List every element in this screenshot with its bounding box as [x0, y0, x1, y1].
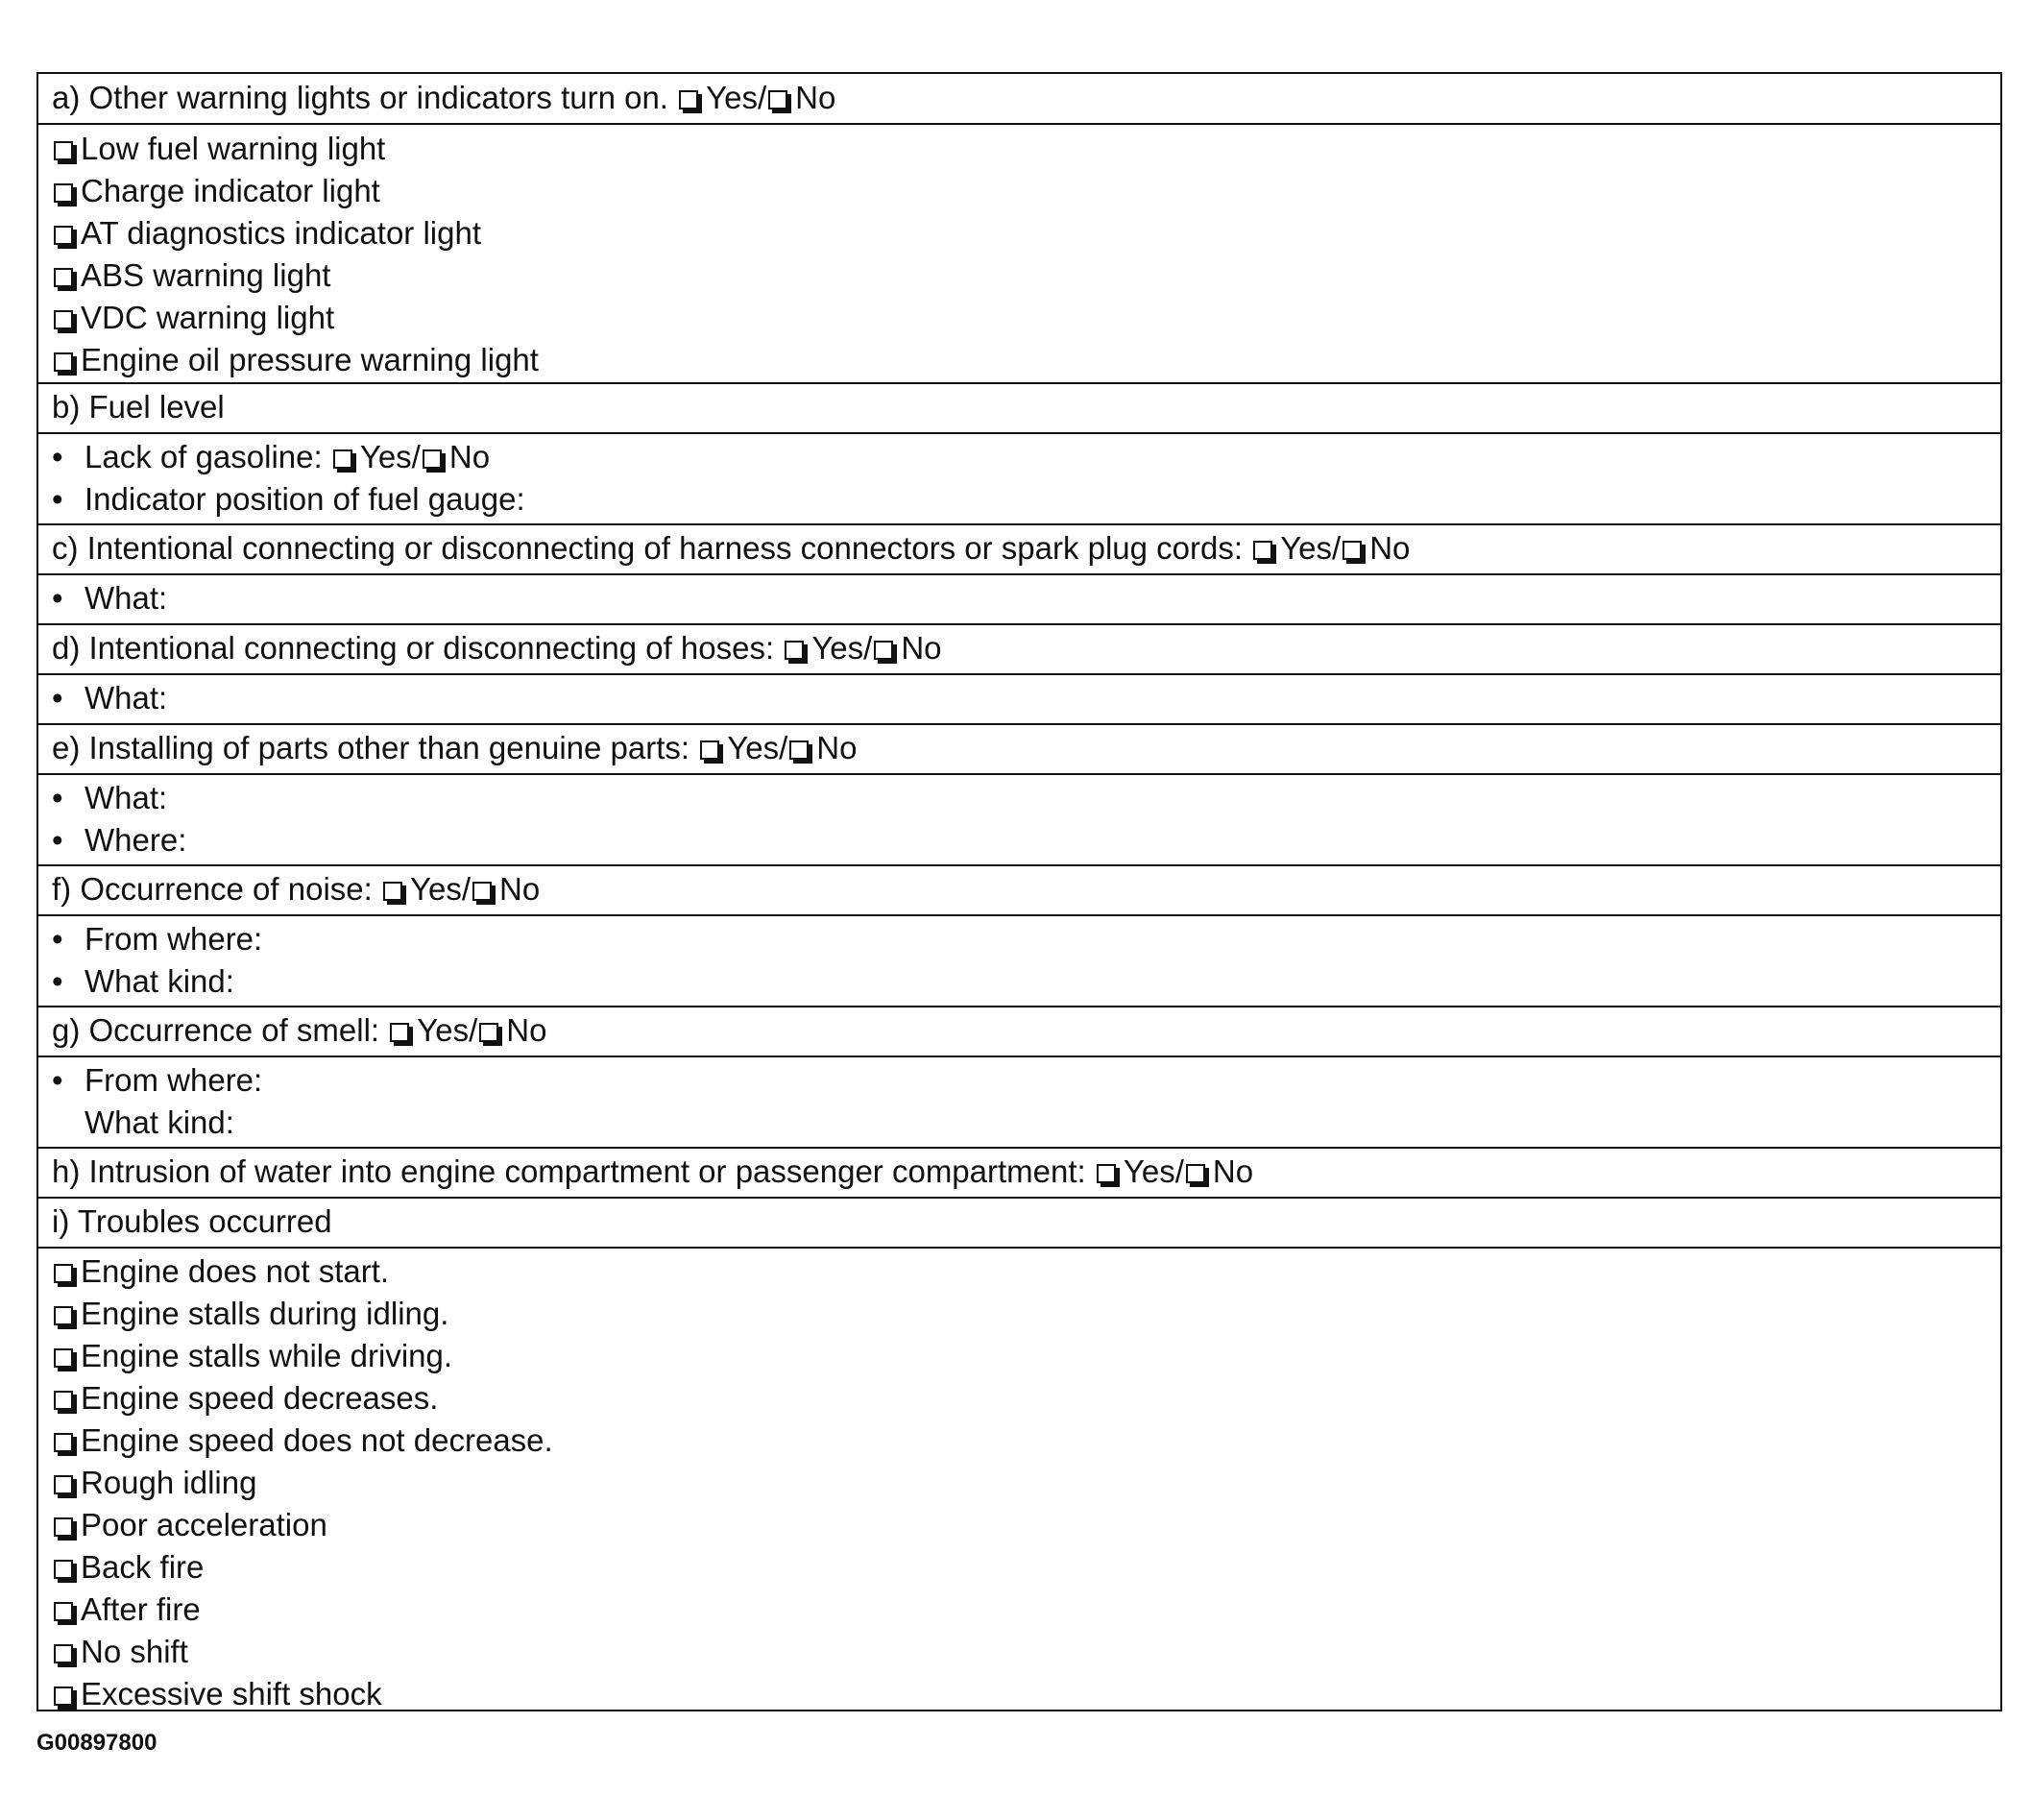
checkbox[interactable]	[54, 226, 73, 245]
bullet: •	[52, 680, 63, 716]
list-item	[52, 577, 167, 619]
section-c-title: c) Intentional connecting or disconnecting of harness connectors or spark plug cords:	[52, 530, 1244, 566]
section-h-question	[52, 1151, 1253, 1193]
list-item	[52, 339, 539, 381]
list-item	[52, 212, 481, 255]
no-label: No	[1212, 1153, 1254, 1189]
checkbox[interactable]	[54, 1264, 73, 1283]
list-item	[52, 1420, 553, 1462]
section-f-question	[52, 868, 540, 910]
yes-label: Yes/	[1123, 1153, 1184, 1189]
bullet: •	[52, 1062, 63, 1098]
section-a-question	[52, 77, 835, 119]
list-item	[52, 1250, 389, 1293]
list-item	[52, 255, 330, 297]
item-label: Poor acceleration	[81, 1507, 327, 1542]
item-label: ABS warning light	[81, 257, 331, 293]
section-g-title: g) Occurrence of smell:	[52, 1012, 380, 1048]
item-label: Engine does not start.	[81, 1253, 390, 1289]
item-label: Engine stalls while driving.	[81, 1338, 453, 1373]
no-label: No	[448, 439, 491, 474]
item-label: No shift	[81, 1634, 188, 1669]
yes-label: Yes/	[811, 630, 873, 666]
list-item	[52, 1059, 262, 1102]
item-label: Back fire	[81, 1549, 205, 1585]
section-d-title: d) Intentional connecting or disconnecting of hoses:	[52, 630, 775, 666]
no-label: No	[1369, 530, 1411, 566]
item-label: Engine oil pressure warning light	[81, 342, 539, 377]
checkbox[interactable]	[54, 1348, 73, 1368]
bullet: •	[52, 481, 63, 517]
bullet: •	[52, 439, 63, 474]
no-checkbox[interactable]	[479, 1023, 498, 1042]
yes-checkbox[interactable]	[383, 882, 402, 901]
figure-id: G00897800	[36, 1730, 157, 1756]
list-item	[52, 960, 234, 1003]
no-checkbox[interactable]	[423, 449, 442, 469]
no-label: No	[816, 730, 858, 765]
list-item	[52, 1462, 256, 1504]
list-item	[52, 1335, 452, 1377]
yes-label: Yes/	[417, 1012, 478, 1048]
section-f-details	[38, 914, 2000, 1006]
bullet: •	[52, 780, 63, 815]
list-item	[52, 1631, 188, 1673]
from-where-label: From where:	[85, 1062, 263, 1098]
section-g-header	[38, 1006, 2000, 1056]
bullet: •	[52, 963, 63, 999]
checkbox[interactable]	[54, 1602, 73, 1621]
section-h-header	[38, 1147, 2000, 1197]
list-item	[52, 297, 334, 339]
no-checkbox[interactable]	[768, 90, 787, 109]
section-e-title: e) Installing of parts other than genuine parts:	[52, 730, 690, 765]
section-g-question	[52, 1009, 546, 1052]
yes-label: Yes/	[409, 871, 471, 907]
list-item	[52, 1504, 327, 1546]
yes-label: Yes/	[1280, 530, 1342, 566]
where-label: Where:	[85, 822, 187, 858]
section-e-question	[52, 727, 857, 769]
list-item	[52, 1673, 382, 1715]
no-label: No	[795, 80, 836, 115]
section-b-header	[38, 382, 2000, 432]
item-label: VDC warning light	[81, 300, 335, 335]
no-label: No	[506, 1012, 547, 1048]
list-item	[52, 1589, 201, 1631]
yes-checkbox[interactable]	[785, 641, 804, 660]
checkbox[interactable]	[54, 1560, 73, 1579]
yes-label: Yes/	[706, 80, 767, 115]
section-g-details	[38, 1056, 2000, 1147]
section-f-header	[38, 864, 2000, 914]
list-item	[52, 819, 186, 861]
section-c-header	[38, 523, 2000, 573]
section-h-title: h) Intrusion of water into engine compartment or passenger compartment:	[52, 1153, 1086, 1189]
item-label: Rough idling	[81, 1465, 257, 1500]
checkbox[interactable]	[54, 183, 73, 203]
yes-checkbox[interactable]	[390, 1023, 409, 1042]
questionnaire-table	[36, 72, 2002, 1711]
section-i-items	[38, 1247, 2000, 1710]
what-kind-label: What kind:	[85, 963, 234, 999]
section-c-details	[38, 573, 2000, 623]
section-i-title: i) Troubles occurred	[52, 1203, 332, 1239]
list-item	[52, 777, 167, 819]
checkbox[interactable]	[54, 1517, 73, 1537]
item-label: Charge indicator light	[81, 173, 380, 208]
section-i-header	[38, 1197, 2000, 1247]
checkbox[interactable]	[54, 1644, 73, 1663]
section-d-header	[38, 623, 2000, 673]
checkbox[interactable]	[54, 1306, 73, 1325]
yes-checkbox[interactable]	[700, 740, 719, 760]
section-e-details	[38, 773, 2000, 864]
checkbox[interactable]	[54, 310, 73, 329]
checkbox[interactable]	[54, 352, 73, 372]
list-item	[52, 170, 380, 212]
section-a-header	[38, 74, 2000, 123]
section-b-details	[38, 432, 2000, 523]
list-item	[52, 1293, 448, 1335]
item-label: After fire	[81, 1591, 201, 1627]
no-label: No	[901, 630, 942, 666]
list-item	[52, 1377, 438, 1420]
bullet: •	[52, 921, 63, 957]
what-label: What:	[85, 780, 168, 815]
fuel-gauge-label: Indicator position of fuel gauge:	[85, 481, 525, 517]
section-a-items	[38, 123, 2000, 382]
list-item	[52, 1546, 204, 1589]
yes-checkbox[interactable]	[333, 449, 352, 469]
bullet: •	[52, 822, 63, 858]
bullet: •	[52, 580, 63, 616]
list-item	[52, 677, 167, 719]
item-label: Low fuel warning light	[81, 131, 386, 166]
yes-checkbox[interactable]	[1097, 1164, 1116, 1183]
no-checkbox[interactable]	[1343, 541, 1362, 560]
item-label: AT diagnostics indicator light	[81, 215, 481, 251]
no-checkbox[interactable]	[472, 882, 492, 901]
checkbox[interactable]	[54, 1687, 73, 1706]
yes-label: Yes/	[359, 439, 421, 474]
list-item	[52, 918, 262, 960]
section-f-title: f) Occurrence of noise:	[52, 871, 373, 907]
what-label: What:	[85, 680, 168, 716]
no-checkbox[interactable]	[789, 740, 809, 760]
from-where-label: From where:	[85, 921, 263, 957]
what-kind-label: What kind:	[85, 1104, 234, 1140]
no-checkbox[interactable]	[1186, 1164, 1205, 1183]
section-a-title: a) Other warning lights or indicators turn on.	[52, 80, 668, 115]
no-checkbox[interactable]	[874, 641, 893, 660]
item-label: Engine speed decreases.	[81, 1380, 439, 1416]
section-b-title: b) Fuel level	[52, 389, 225, 425]
item-label: Engine stalls during idling.	[81, 1296, 449, 1331]
yes-checkbox[interactable]	[679, 90, 698, 109]
section-d-question	[52, 627, 942, 669]
lack-of-gasoline-label: Lack of gasoline:	[85, 439, 323, 474]
yes-label: Yes/	[727, 730, 788, 765]
section-e-header	[38, 723, 2000, 773]
checkbox[interactable]	[54, 268, 73, 287]
checkbox[interactable]	[54, 1475, 73, 1494]
yes-checkbox[interactable]	[1253, 541, 1272, 560]
list-item	[52, 128, 385, 170]
item-label: Excessive shift shock	[81, 1676, 382, 1711]
checkbox[interactable]	[54, 1391, 73, 1410]
list-item	[52, 436, 490, 478]
what-label: What:	[85, 580, 168, 616]
checkbox[interactable]	[54, 1433, 73, 1452]
list-item	[52, 478, 525, 521]
list-item	[52, 1102, 234, 1144]
item-label: Engine speed does not decrease.	[81, 1422, 553, 1458]
section-d-details	[38, 673, 2000, 723]
no-label: No	[499, 871, 541, 907]
section-c-question	[52, 527, 1410, 570]
checkbox[interactable]	[54, 141, 73, 160]
